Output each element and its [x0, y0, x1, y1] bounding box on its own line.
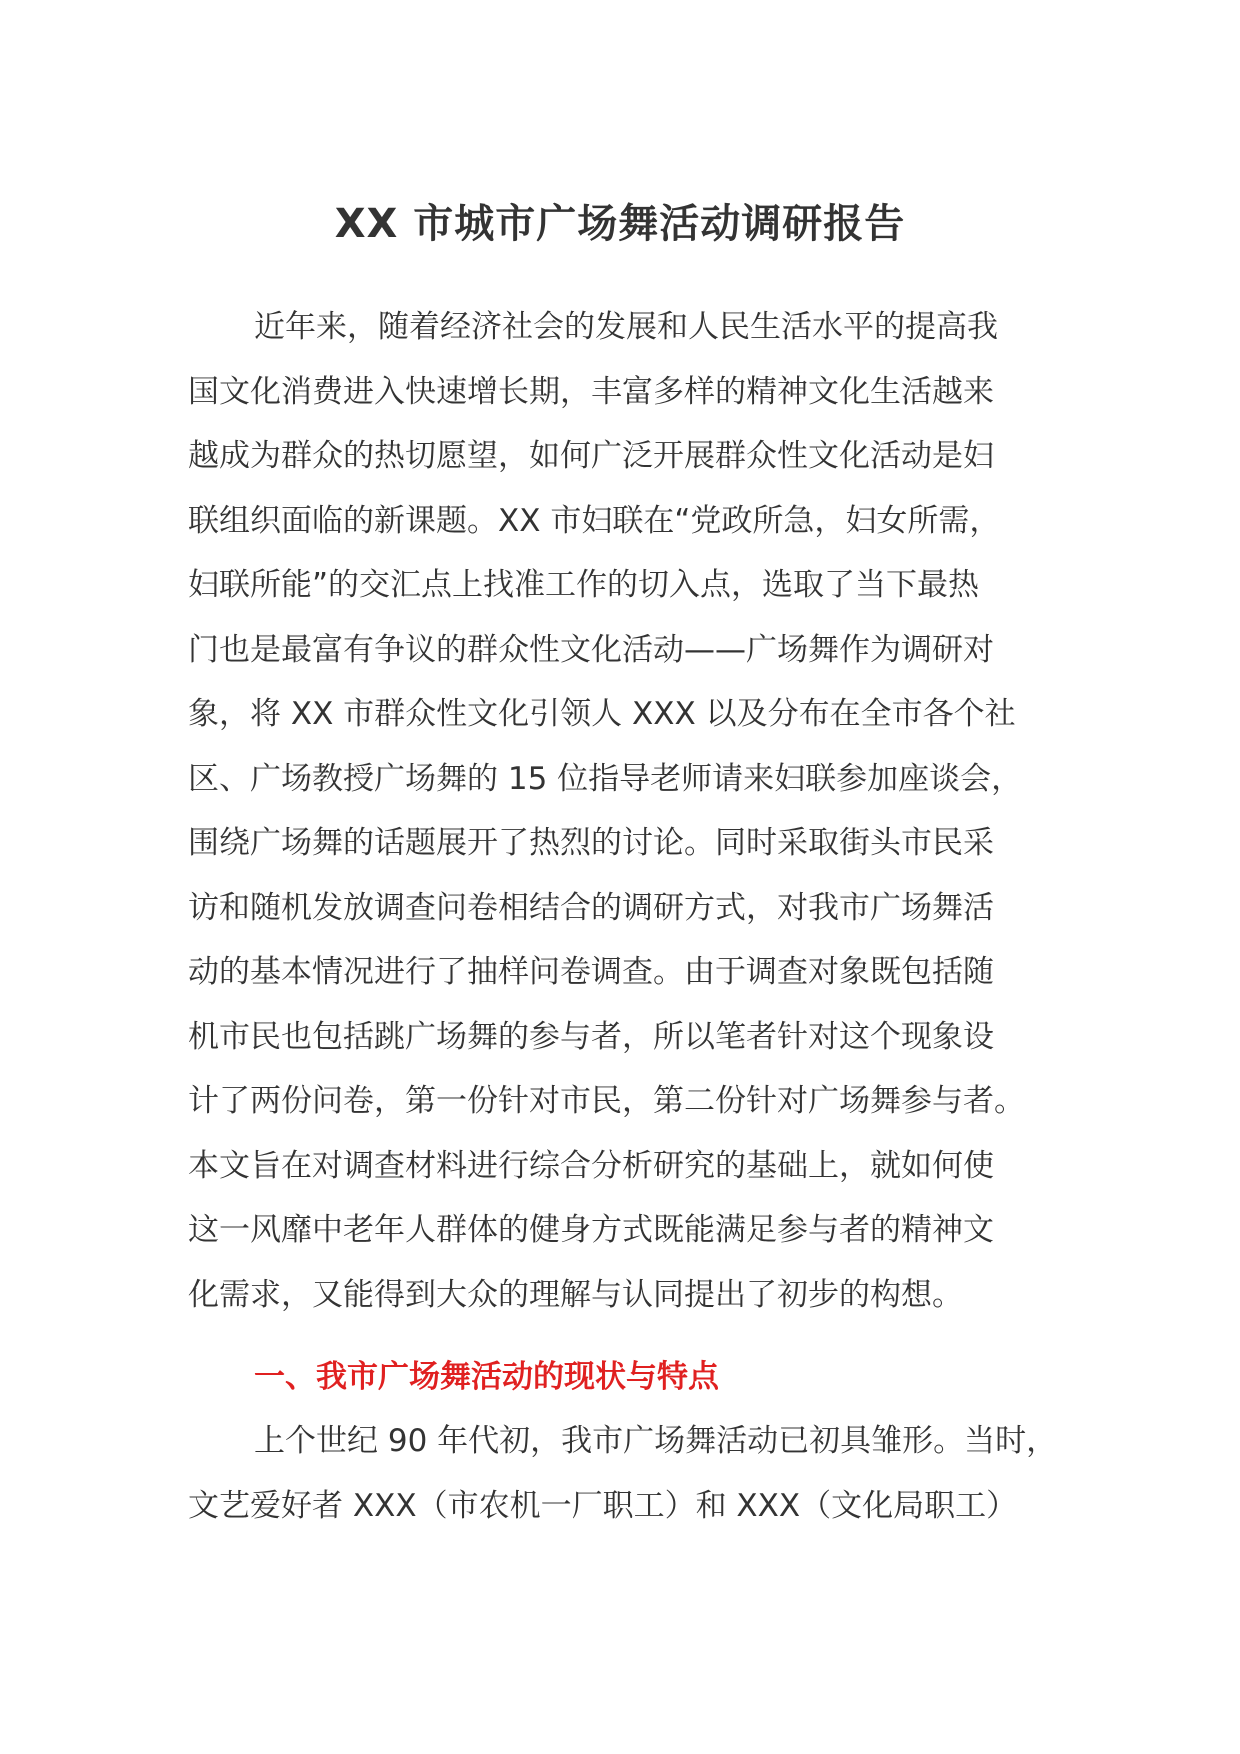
section-1-line-2: 文艺爱好者 XXX（市农机一厂职工）和 XXX（文化局职工）: [188, 1487, 1018, 1524]
intro-line-14: 本文旨在对调查材料进行综合分析研究的基础上，就如何使: [188, 1147, 994, 1184]
intro-line-12: 机市民也包括跳广场舞的参与者，所以笔者针对这个现象设: [188, 1018, 994, 1055]
intro-line-11: 动的基本情况进行了抽样问卷调查。由于调查对象既包括随: [188, 954, 994, 990]
section-1-paragraph: [188, 1409, 1058, 1545]
intro-line-5: 妇联所能”的交汇点上找准工作的切入点，选取了当下最热: [188, 567, 980, 603]
intro-line-6: 门也是最富有争议的群众性文化活动——广场舞作为调研对: [188, 631, 994, 668]
intro-line-9: 围绕广场舞的话题展开了热烈的讨论。同时采取街头市民采: [188, 825, 994, 861]
intro-paragraph: [188, 295, 1052, 1335]
intro-line-3: 越成为群众的热切愿望，如何广泛开展群众性文化活动是妇: [188, 438, 994, 474]
document-title: XX 市城市广场舞活动调研报告: [334, 201, 906, 247]
section-1-line-1: 上个世纪 90 年代初，我市广场舞活动已初具雏形。当时，: [254, 1423, 1058, 1459]
intro-line-13: 计了两份问卷，第一份针对市民，第二份针对广场舞参与者。: [188, 1083, 1025, 1119]
section-1-heading: 一、我市广场舞活动的现状与特点: [254, 1359, 719, 1395]
intro-line-2: 国文化消费进入快速增长期，丰富多样的精神文化生活越来: [188, 373, 994, 410]
intro-line-15: 这一风靡中老年人群体的健身方式既能满足参与者的精神文: [188, 1212, 994, 1248]
intro-line-1: 近年来，随着经济社会的发展和人民生活水平的提高我: [254, 309, 998, 345]
intro-line-16: 化需求，又能得到大众的理解与认同提出了初步的构想。: [188, 1276, 963, 1313]
intro-line-7: 象，将 XX 市群众性文化引领人 XXX 以及分布在全市各个社: [188, 696, 1016, 732]
intro-line-4: 联组织面临的新课题。XX 市妇联在“党政所急，妇女所需，: [188, 502, 1001, 539]
intro-line-8: 区、广场教授广场舞的 15 位指导老师请来妇联参加座谈会，: [188, 760, 1023, 797]
intro-line-10: 访和随机发放调查问卷相结合的调研方式，对我市广场舞活: [188, 889, 994, 926]
